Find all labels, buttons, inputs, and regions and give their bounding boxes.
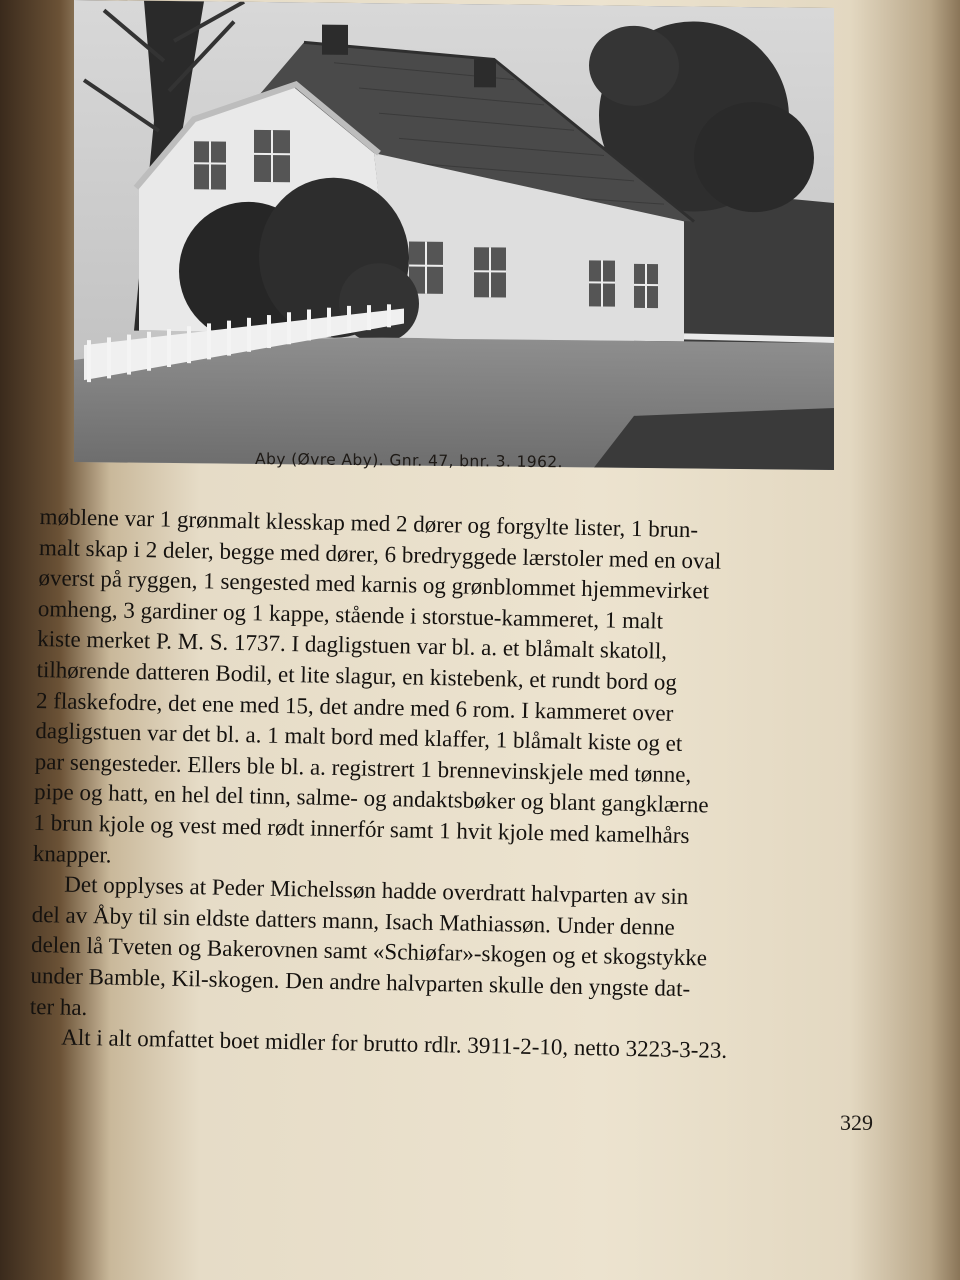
body-text [29, 502, 890, 1070]
text-line: pipe og hatt, en hel del tinn, salme- og andaktsbøker og blant gangklærne [33, 779, 709, 818]
text-line: ter ha. [29, 993, 88, 1020]
text-line: delen lå Tveten og Bakerovnen samt «Schiøfar»-skogen og et skogstykke [30, 932, 708, 971]
photo-caption: Aby (Øvre Aby). Gnr. 47, bnr. 3. 1962. [254, 450, 564, 472]
page-number: 329 [840, 1110, 873, 1135]
house-photograph [74, 0, 834, 470]
text-line: par sengesteder. Ellers ble bl. a. registrert 1 brennevinskjele med tønne, [34, 748, 692, 787]
text-line-paragraph-start: Alt i alt omfattet boet midler for brutto rdlr. 3911-2-10, netto 3223-3-23. [61, 1024, 728, 1063]
text-line-paragraph-start: Det opplyses at Peder Michelssøn hadde overdratt halvparten av sin [64, 871, 689, 910]
text-line: under Bamble, Kil-skogen. Den andre halvparten skulle den yngste dat- [30, 962, 691, 1002]
text-line: del av Åby til sin eldste datters mann, Isach Mathiassøn. Under denne [31, 901, 676, 940]
text-line: 2 flaskefodre, det ene med 15, det andre med 6 rom. I kammeret over [35, 687, 674, 726]
text-line: knapper. [32, 840, 112, 868]
text-line: 1 brun kjole og vest med rødt innerfór samt 1 hvit kjole med kamelhårs [33, 809, 690, 849]
text-line: øverst på ryggen, 1 sengested med karnis og grønblommet hjemmevirket [38, 565, 710, 604]
text-line: omheng, 3 gardiner og 1 kappe, stående i storstue-kammeret, 1 malt [37, 595, 664, 634]
house-photo-illustration [74, 0, 834, 470]
text-line: tilhørende datteren Bodil, et lite slagur, en kistebenk, et rundt bord og [36, 656, 678, 695]
text-line: malt skap i 2 deler, begge med dører, 6 bredryggede lærstoler med en oval [38, 534, 722, 574]
text-line: kiste merket P. M. S. 1737. I dagligstuen var bl. a. et blåmalt skatoll, [37, 626, 668, 664]
text-line: møblene var 1 grønmalt klesskap med 2 dører og forgylte lister, 1 brun- [39, 503, 699, 543]
text-line: dagligstuen var det bl. a. 1 malt bord med klaffer, 1 blåmalt kiste og et [35, 718, 683, 757]
